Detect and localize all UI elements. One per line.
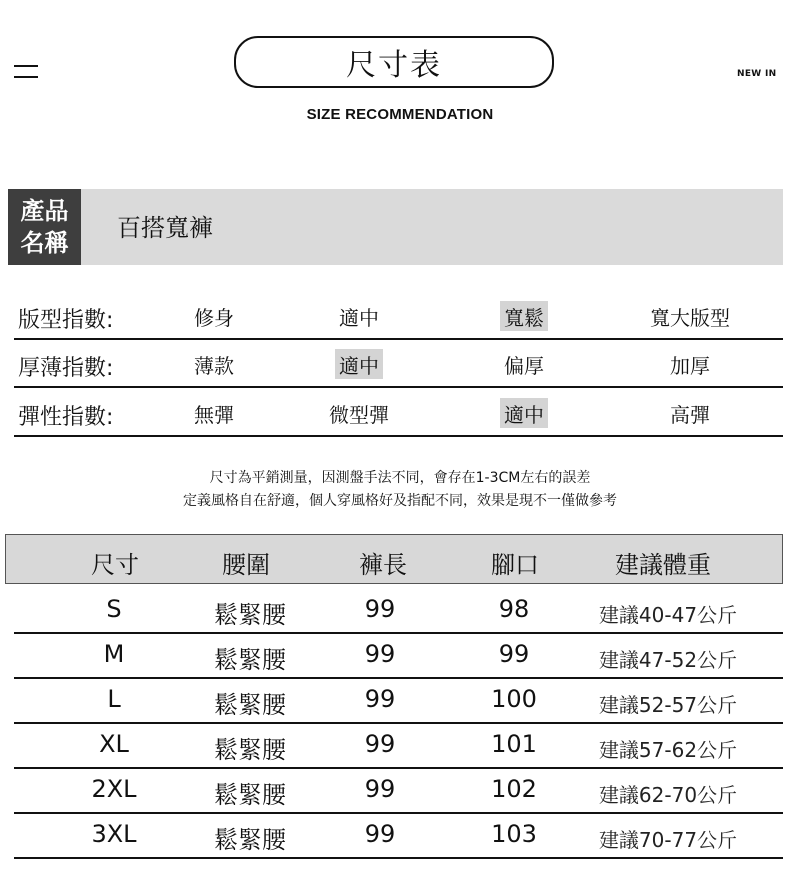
row-divider xyxy=(14,435,783,437)
index-label: 彈性指數: xyxy=(18,405,114,430)
cell-length: 99 xyxy=(364,820,396,848)
cell-weight: 建議52-57公斤 xyxy=(598,693,738,717)
index-option: 加厚 xyxy=(670,353,710,378)
index-option: 偏厚 xyxy=(504,353,544,378)
cell-length: 99 xyxy=(364,640,396,668)
index-option: 薄款 xyxy=(194,353,234,378)
table-row xyxy=(14,814,783,859)
cell-waist: 鬆緊腰 xyxy=(214,646,286,674)
cell-hem: 99 xyxy=(498,640,530,668)
menu-icon[interactable] xyxy=(14,62,38,80)
index-option-selected: 適中 xyxy=(335,349,383,379)
index-option-selected: 寬鬆 xyxy=(500,301,548,331)
elasticity-index-row xyxy=(14,393,783,437)
index-option: 適中 xyxy=(339,305,379,330)
cell-waist: 鬆緊腰 xyxy=(214,601,286,629)
row-divider xyxy=(14,857,783,859)
column-header-length: 褲長 xyxy=(359,551,407,579)
cell-length: 99 xyxy=(364,775,396,803)
cell-size: L xyxy=(107,685,121,713)
cell-waist: 鬆緊腰 xyxy=(214,736,286,764)
index-option: 修身 xyxy=(194,305,234,330)
new-in-tag: NEW IN xyxy=(737,69,777,79)
column-header-weight: 建議體重 xyxy=(615,551,711,579)
size-table-header xyxy=(5,534,783,584)
cell-weight: 建議57-62公斤 xyxy=(598,738,738,762)
index-label: 版型指數: xyxy=(18,308,114,333)
cell-waist: 鬆緊腰 xyxy=(214,691,286,719)
column-header-waist: 腰圍 xyxy=(222,551,270,579)
index-option: 微型彈 xyxy=(329,402,389,427)
index-option-selected: 適中 xyxy=(500,398,548,428)
thickness-index-row xyxy=(14,344,783,388)
table-row xyxy=(14,679,783,724)
index-option: 高彈 xyxy=(670,402,710,427)
style-note: 定義風格自在舒適，個人穿風格好及指配不同，效果是現不一僅做參考 xyxy=(183,493,617,509)
fit-index-row xyxy=(14,296,783,340)
cell-waist: 鬆緊腰 xyxy=(214,781,286,809)
column-header-hem: 腳口 xyxy=(491,551,539,579)
row-divider xyxy=(14,338,783,340)
product-label-line1: 產品 xyxy=(20,197,69,225)
cell-size: XL xyxy=(99,730,129,758)
table-row xyxy=(14,724,783,769)
cell-weight: 建議62-70公斤 xyxy=(598,783,738,807)
cell-size: M xyxy=(103,640,125,668)
table-row xyxy=(14,589,783,634)
cell-waist: 鬆緊腰 xyxy=(214,826,286,854)
cell-size: S xyxy=(106,595,122,623)
page-subtitle: SIZE RECOMMENDATION xyxy=(306,106,494,123)
cell-length: 99 xyxy=(364,595,396,623)
product-label-tag xyxy=(8,189,81,265)
column-header-size: 尺寸 xyxy=(91,551,139,579)
cell-weight: 建議47-52公斤 xyxy=(598,648,738,672)
index-label: 厚薄指數: xyxy=(18,356,114,381)
cell-weight: 建議40-47公斤 xyxy=(598,603,738,627)
cell-length: 99 xyxy=(364,730,396,758)
cell-weight: 建議70-77公斤 xyxy=(598,828,738,852)
cell-hem: 101 xyxy=(491,730,537,758)
table-row xyxy=(14,634,783,679)
index-option: 無彈 xyxy=(194,402,234,427)
measurement-note: 尺寸為平銷測量，因測盤手法不同，會存在1-3CM左右的誤差 xyxy=(209,470,591,486)
cell-hem: 103 xyxy=(491,820,537,848)
cell-hem: 100 xyxy=(491,685,537,713)
product-name: 百搭寬褲 xyxy=(117,214,213,242)
index-option: 寬大版型 xyxy=(650,305,730,330)
product-label-line2: 名稱 xyxy=(20,229,69,257)
page-title: 尺寸表 xyxy=(234,36,554,88)
cell-hem: 98 xyxy=(498,595,530,623)
cell-length: 99 xyxy=(364,685,396,713)
cell-hem: 102 xyxy=(491,775,537,803)
cell-size: 2XL xyxy=(91,775,137,803)
table-row xyxy=(14,769,783,814)
cell-size: 3XL xyxy=(91,820,137,848)
row-divider xyxy=(14,386,783,388)
